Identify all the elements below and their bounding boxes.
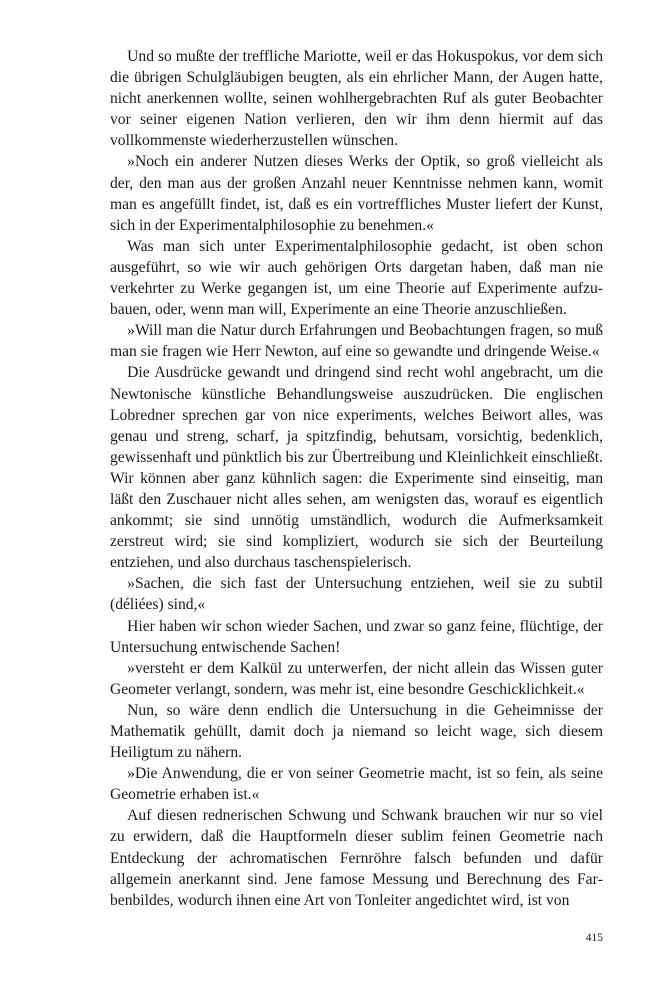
paragraph-quote-sachen-subtil: »Sachen, die sich fast der Untersuchung entziehen, weil sie zu subtil (déliées) sind,«: [110, 575, 603, 614]
paragraph-mariotte: Und so mußte der treffliche Mariotte, weil er das Hokuspokus, vor dem sich die übrigen Schulgläubigen beugten, als ein ehrlicher Mann, der Augen hatte, nicht anerkennen wollte, seinen wohlhergebrachten Ruf als guter Beobachter vor seiner eigenen Nation verlieren, den wir ihm denn hiermit auf das vollkommenste wiederherzustellen wünschen.: [110, 48, 603, 150]
paragraph-quote-optik-nutzen: »Noch ein anderer Nutzen dieses Werks der Optik, so groß vielleicht als der, den man aus der großen Anzahl neuer Kenntnisse nehmen kann, womit man es angefüllt findet, ist, daß es ein vortreffliches Muster liefert der Kunst, sich in der Experimentalphilosophie zu benehmen.«: [110, 153, 603, 234]
paragraph-geheimnisse-mathematik: Nun, so wäre denn endlich die Untersuchung in die Geheimnisse der Mathematik gehüllt, damit doch ja niemand so leicht wage, sich diesem Heiligtum zu nähern.: [110, 701, 603, 762]
paragraph-quote-geometrie: »Die Anwendung, die er von seiner Geometrie macht, ist so fein, als seine Geometrie erhaben ist.«: [110, 765, 603, 804]
paragraph-quote-natur-fragen: »Will man die Natur durch Erfahrungen und Beobachtungen fragen, so muß man sie fragen wie Herr Newton, auf eine so gewandte und dringende Weise.«: [110, 322, 603, 361]
paragraph-gewandt-dringend: Die Ausdrücke gewandt und dringend sind recht wohl angebracht, um die Newtonische künstliche Behandlungsweise auszudrücken. Die englischen Lobredner sprechen gar von nice experiments, welches Beiwort alles, was genau und streng, scharf, ja spitzfindig, behutsam, vorsichtig, bedenklich, gewissenhaft und pünktlich bis zur Übertreibung und Kleinlichkeit einschließt. Wir können aber ganz kühnlich sagen: die Experimente sind einseitig, man läßt den Zuschauer nicht alles sehen, am wenigsten das, worauf es eigentlich ankommt; sie sind unnötig umständlich, wodurch die Aufmerksamkeit zerstreut wird; sie sind kompliziert, wodurch sie sich der Beurteilung entziehen, und also durchaus taschenspielerisch.: [110, 364, 603, 572]
paragraph-schwung-schwank: Auf diesen rednerischen Schwung und Schwank brauchen wir nur so viel zu erwidern, daß die Hauptformeln dieser sublim feinen Geometrie nach Entdeckung der achromatischen Fernröhre falsch befunden und dafür allgemein anerkannt sind. Jene famose Messung und Berechnung des Farbenbildes, wodurch ihnen eine Art von Tonleiter angedichtet wird, ist von: [110, 807, 603, 909]
page-body: [110, 46, 603, 911]
page-number: 415: [585, 932, 603, 944]
paragraph-experimentalphilosophie: Was man sich unter Experimentalphilosophie gedacht, ist oben schon ausgeführt, so wie wir auch gehörigen Orts dargetan haben, daß man nie verkehrter zu Werke gegangen ist, um eine Theorie auf Experimente aufzubauen, oder, wenn man will, Experimente an eine Theorie anzuschließen.: [110, 237, 603, 319]
paragraph-feine-sachen: Hier haben wir schon wieder Sachen, und zwar so ganz feine, flüchtige, der Untersuchung entwischende Sachen!: [110, 617, 603, 656]
paragraph-quote-kalkuel: »versteht er dem Kalkül zu unterwerfen, der nicht allein das Wissen guter Geometer verlangt, sondern, was mehr ist, eine besondre Geschicklichkeit.«: [110, 659, 603, 698]
